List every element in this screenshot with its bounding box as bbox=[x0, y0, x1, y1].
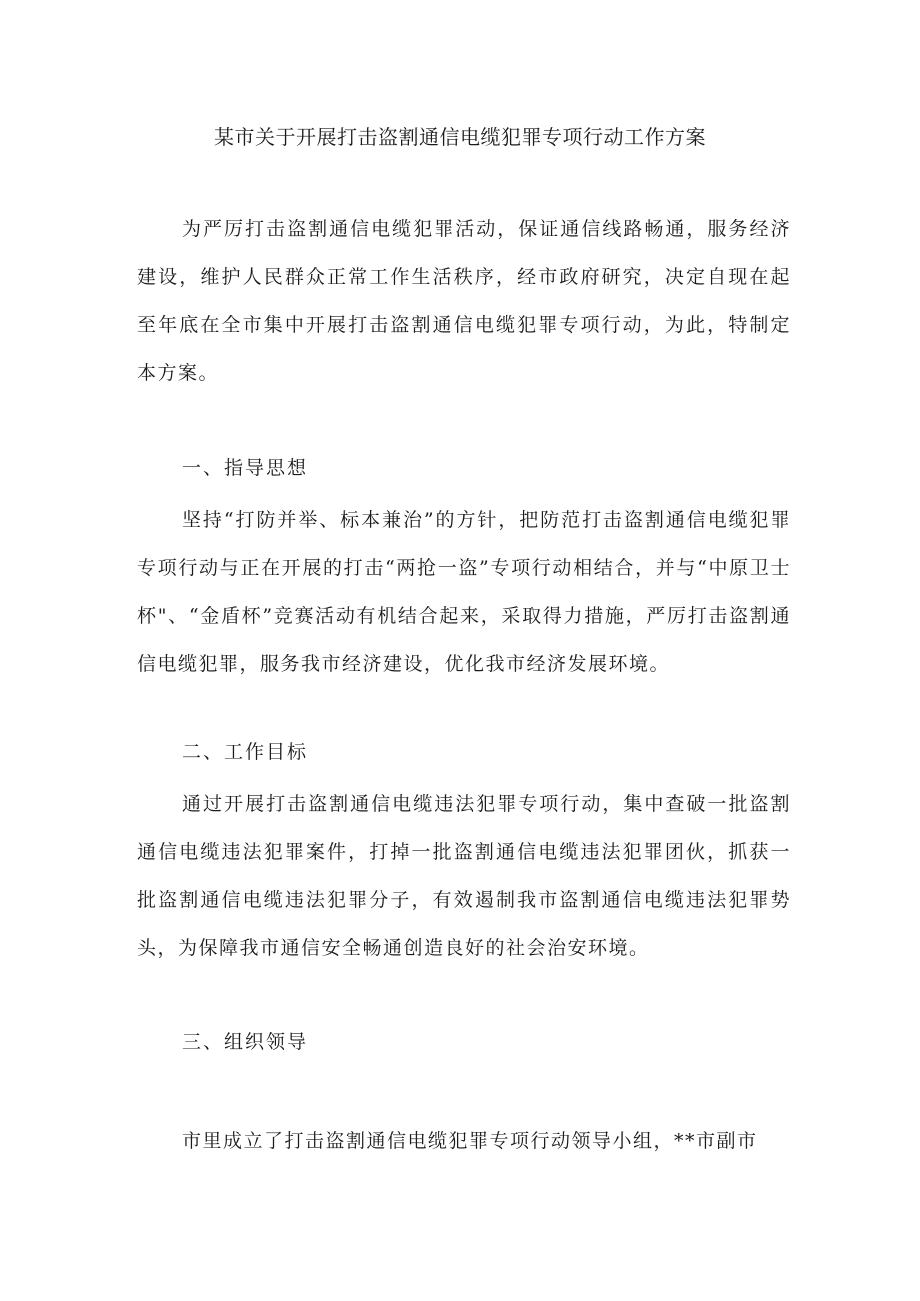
section-body-organization-leadership: 市里成立了打击盗割通信电缆犯罪专项行动领导小组，**市副市 bbox=[182, 1130, 758, 1152]
section-heading-guiding-ideology: 一、指导思想 bbox=[182, 457, 309, 479]
section-body-guiding-ideology: 坚持“打防并举、标本兼治”的方针，把防范打击盗割通信电缆犯罪专项行动与正在开展的打击“两抢一盗”专项行动相结合，并与“中原卫士杯"、“金盾杯”竞赛活动有机结合起来，采取得力措施，严厉打击盗割通信电缆犯罪，服务我市经济建设，优化我市经济发展环境。 bbox=[137, 509, 791, 675]
section-heading-work-goals: 二、工作目标 bbox=[182, 741, 309, 763]
section-body-work-goals: 通过开展打击盗割通信电缆违法犯罪专项行动，集中查破一批盗割通信电缆违法犯罪案件，打掉一批盗割通信电缆违法犯罪团伙，抓获一批盗割通信电缆违法犯罪分子，有效遏制我市盗割通信电缆违法犯罪势头，为保障我市通信安全畅通创造良好的社会治安环境。 bbox=[137, 793, 791, 959]
section-heading-organization-leadership: 三、组织领导 bbox=[182, 1031, 309, 1053]
document-title: 某市关于开展打击盗割通信电缆犯罪专项行动工作方案 bbox=[214, 125, 706, 149]
intro-paragraph: 为严厉打击盗割通信电缆犯罪活动，保证通信线路畅通，服务经济建设，维护人民群众正常工作生活秩序，经市政府研究，决定自现在起至年底在全市集中开展打击盗割通信电缆犯罪专项行动，为此，特制定本方案。 bbox=[137, 218, 791, 384]
